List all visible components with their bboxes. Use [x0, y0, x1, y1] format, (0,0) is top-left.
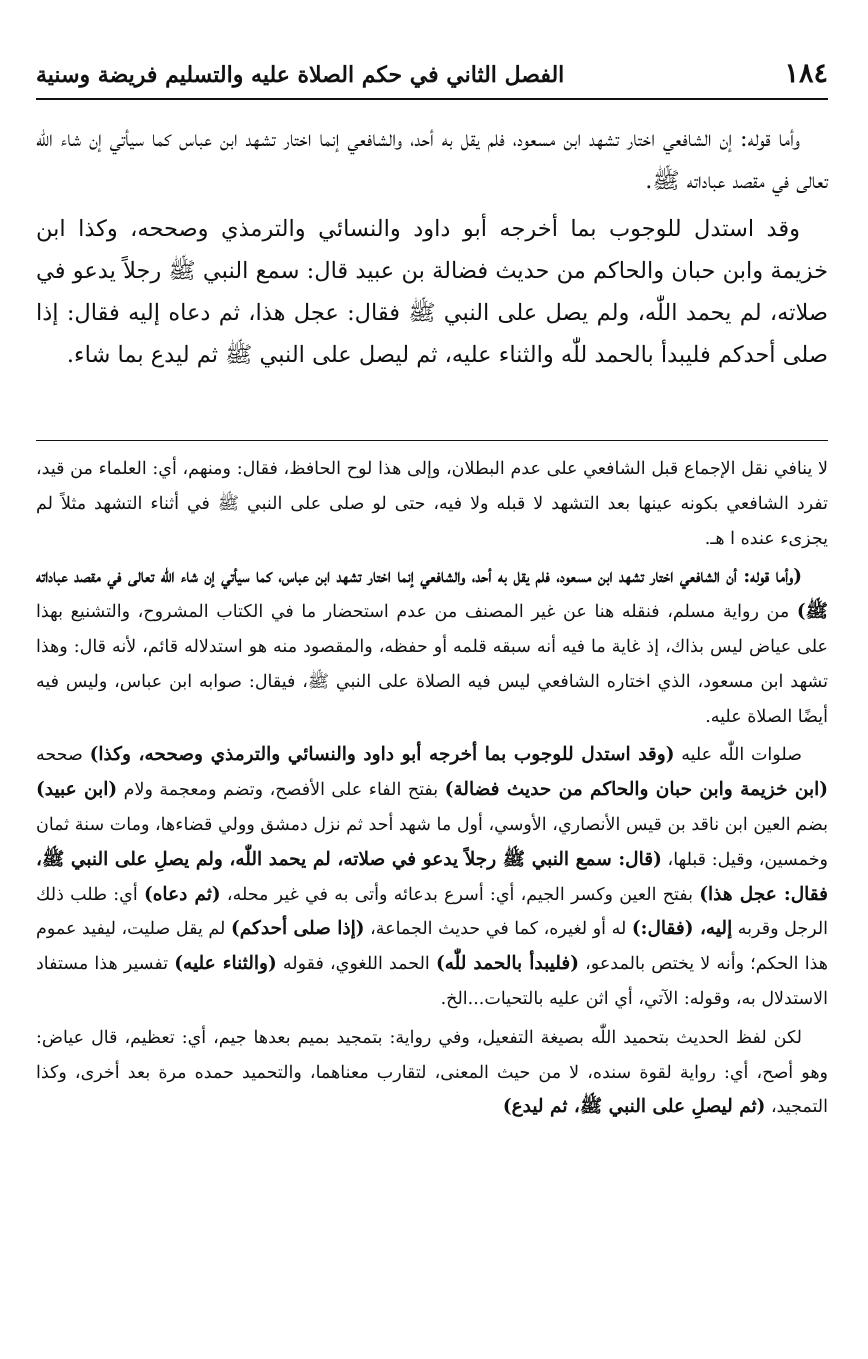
quoted-text: (ثم ليصلِ على النبي ﷺ، ثم ليدع) — [502, 1096, 766, 1118]
commentary-text-run: لكن لفظ الحديث بتحميد اللّٰه بصيغة التفعيل، وفي رواية: بتمجيد بميم بعدها جيم، أي: تعظيم، قال عياض: وهو أصح، أي: رواية لقوة سنده، لا من حيث المعنى، لتقارب معناهما، والتحميد حمده مرة بعد أخرى، وكذا التمجيد، — [36, 1027, 828, 1118]
page-header — [36, 58, 828, 100]
commentary-text-run: له أو لغيره، كما في حديث الجماعة، — [364, 919, 632, 940]
quoted-text: (والثناء عليه) — [174, 953, 277, 975]
main-text — [36, 118, 828, 382]
commentary-text-run: بفتح العين وكسر الجيم، أي: أسرع بدعائه وأتى به في غير محله، — [220, 884, 700, 905]
commentary-text-run: بفتح الفاء على الأفصح، وتضم ومعجمة ولام — [117, 780, 445, 801]
quoted-text: (وقد استدل للوجوب بما أخرجه أبو داود والنسائي والترمذي وصححه، وكذا) — [89, 744, 675, 766]
chapter-title: الفصل الثاني في حكم الصلاة عليه والتسليم فريضة وسنية — [36, 62, 565, 88]
main-paragraph: وقد استدل للوجوب بما أخرجه أبو داود والنسائي والترمذي وصححه، وكذا ابن خزيمة وابن حبان والحاكم من حديث فضالة بن عبيد قال: سمع النبي ﷺ رجلاً يدعو في صلاته، لم يحمد اللّٰه، ولم يصل على النبي ﷺ فقال: عجل هذا، ثم دعاه إليه فقال: إذا صلى أحدكم فليبدأ بالحمد للّٰه والثناء عليه، ثم ليصل على النبي ﷺ ثم ليدع بما شاء. — [36, 216, 828, 368]
quoted-text: (ابن عبيد) — [36, 779, 118, 801]
commentary-text-run: بضم العين ابن ناقد بن قيس الأنصاري، الأوسي، أول ما شهد أحد ثم نزل دمشق وولي قضاءها، ومات سنة ثمان وخمسين، وقيل: قبلها، — [36, 814, 828, 870]
commentary-text-run: لم يقل صليت، ليفيد عموم هذا الحكم؛ وأنه لا يختص بالمدعو، — [36, 919, 828, 975]
commentary-paragraph — [36, 1021, 828, 1125]
commentary-text-run: صححه — [36, 745, 90, 766]
quoted-text: إليه، (فقال:) — [631, 918, 733, 940]
quoted-text: (فليبدأ بالحمد للّٰه) — [435, 953, 579, 975]
main-paragraph: وأما قوله: إن الشافعي اختار تشهد ابن مسعود، فلم يقل به أحد، والشافعي إنما اختار تشهد ابن عباس كما سيأتي إن شاء اللّٰه تعالى في مقصد عباداته ﷺ. — [36, 126, 828, 194]
commentary-text — [36, 452, 828, 1129]
commentary-paragraph: لا ينافي نقل الإجماع قبل الشافعي على عدم البطلان، وإلى هذا لوح الحافظ، فقال: ومنهم، أي: العلماء من قيد، تفرد الشافعي بكونه عينها بعد التشهد لا قبله ولا فيه، حتى لو صلى على النبي ﷺ في أثناء التشهد مثلاً لم يجزىء عنده ا هـ. — [36, 459, 828, 549]
quoted-text: (إذا صلى أحدكم) — [230, 918, 365, 940]
page-number: ١٨٤ — [784, 58, 828, 89]
commentary-paragraph — [36, 738, 828, 1016]
commentary-text-run: صلوات اللّٰه عليه — [674, 745, 802, 766]
footnote-separator — [36, 440, 828, 441]
quoted-text: (قال: سمع النبي ﷺ رجلاً يدعو في صلاته، لم يحمد اللّٰه، ولم يصلِ على النبي ﷺ، فقال: عجل هذا) — [36, 848, 828, 905]
commentary-paragraph — [36, 560, 828, 734]
commentary-text-run: أي: طلب ذلك الرجل وقربه — [36, 884, 829, 940]
commentary-text-run: تفسير هذا مستفاد الاستدلال به، وقوله: الآتي، أي اثن عليه بالتحيات...الخ. — [36, 954, 828, 1009]
quoted-text: (ثم دعاه) — [143, 883, 221, 905]
commentary-text-run: من رواية مسلم، فنقله هنا عن غير المصنف من عدم استحضار ما في الكتاب المشروح، والتشنيع بهذا على عياض ليس بذاك، إذ غاية ما فيه أنه سبقه قلمه أو حفظه، والمقصود منه هو استدلاله قائم، لأنه قال: وهذا تشهد ابن مسعود، الذي اختاره الشافعي ليس فيه الصلاة على النبي ﷺ، فيقال: صوابه ابن عباس، وليس فيه أيضًا الصلاة عليه. — [36, 602, 828, 727]
quoted-text: (ابن خزيمة وابن حبان والحاكم من حديث فضالة) — [444, 779, 828, 801]
commentary-text-run: الحمد اللغوي، فقوله — [276, 954, 436, 975]
quoted-text: (وأما قوله: أن الشافعي اختار تشهد ابن مسعود، فلم يقل به أحد، والشافعي إنما اختار تشهد ابن عباس، كما سيأتي إن شاء اللّٰه تعالى في مقصد عباداته ﷺ) — [36, 566, 828, 623]
